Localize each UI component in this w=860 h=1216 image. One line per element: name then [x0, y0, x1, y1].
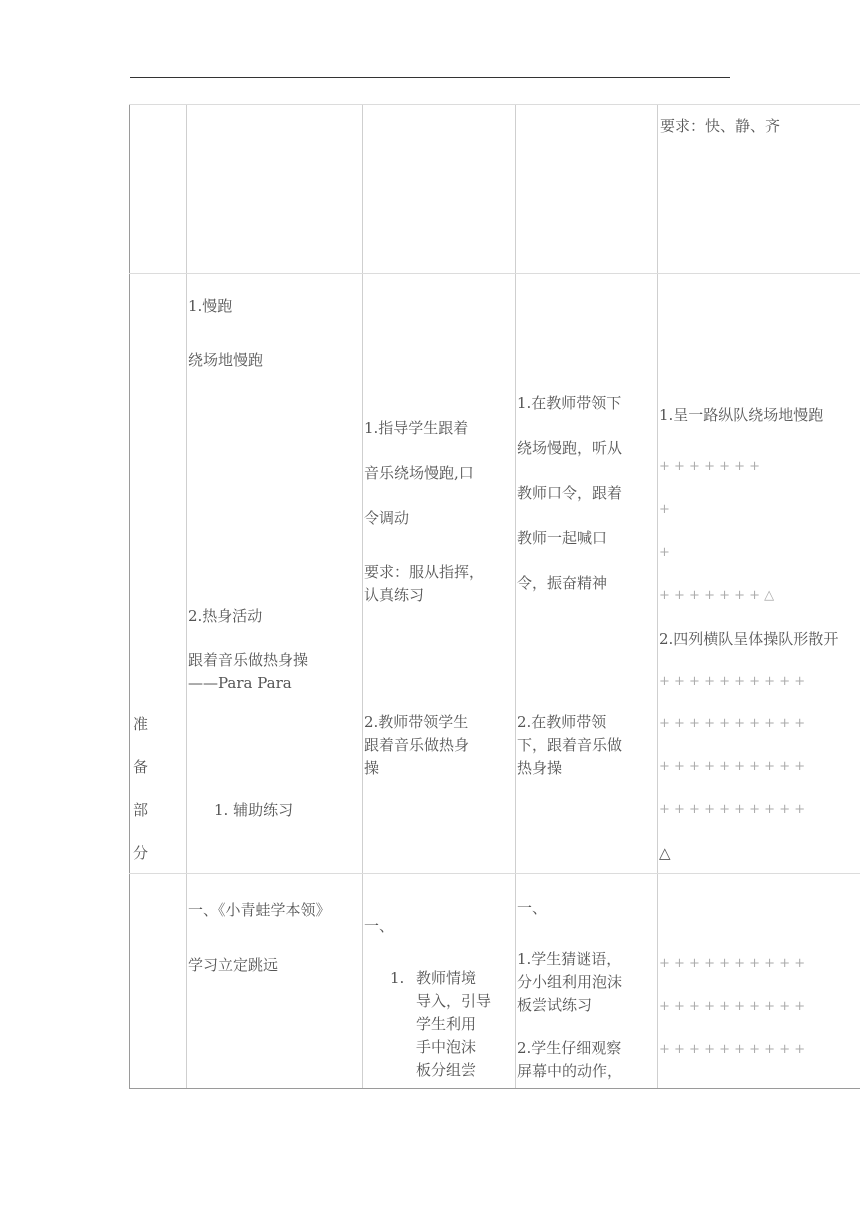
teacher-activity-line: 令调动 [364, 509, 410, 527]
student-activity-line: 屏幕中的动作， [517, 1062, 623, 1080]
content-unit-subtitle: 学习立定跳远 [188, 956, 279, 974]
column-divider [657, 104, 658, 1089]
formation-diagram-row: + + + + + + + + + + [659, 999, 806, 1014]
teacher-activity-line: 导入，引导 [416, 992, 492, 1010]
column-divider [515, 104, 516, 1089]
student-activity-line: 教师一起喊口 [517, 529, 608, 547]
formation-diagram-row: + + + + + + + + + + [659, 1042, 806, 1057]
teacher-activity-line: 手中泡沫 [416, 1038, 477, 1056]
content-aux-practice: 1. 辅助练习 [214, 801, 294, 819]
student-activity-line: 热身操 [517, 759, 563, 777]
content-unit-title: 一、《小青蛙学本领》 [188, 901, 331, 919]
student-activity-line: 教师口令，跟着 [517, 484, 623, 502]
row-divider [129, 104, 860, 105]
content-warmup-title: 2.热身活动 [188, 607, 263, 625]
teacher-position-marker: △ [659, 844, 671, 862]
teacher-list-number: 1. [390, 969, 405, 987]
organization-line: 2.四列横队呈体操队形散开 [659, 630, 839, 648]
formation-diagram-row: + [659, 502, 670, 517]
teacher-activity-line: 2.教师带领学生 [364, 713, 469, 731]
teacher-activity-line: 板分组尝 [416, 1061, 477, 1079]
teacher-activity-line: 操 [364, 759, 380, 777]
column-divider [362, 104, 363, 1089]
formation-diagram-row: + + + + + + + + + + [659, 802, 806, 817]
row-divider [129, 273, 860, 274]
teacher-requirement: 要求：服从指挥， [364, 563, 485, 581]
header-rule [130, 77, 730, 78]
formation-diagram-row: + + + + + + + [659, 459, 761, 474]
teacher-section-head: 一、 [364, 917, 395, 935]
teacher-activity-line: 1.指导学生跟着 [364, 419, 469, 437]
content-jog-title: 1.慢跑 [188, 297, 233, 315]
organization-requirement: 要求：快、静、齐 [660, 117, 781, 135]
row-divider [129, 873, 860, 874]
student-activity-line: 下，跟着音乐做 [517, 736, 623, 754]
student-section-head: 一、 [517, 899, 548, 917]
organization-line: 1.呈一路纵队绕场地慢跑 [659, 406, 824, 424]
formation-diagram-row: + + + + + + + + + + [659, 956, 806, 971]
student-activity-line: 板尝试练习 [517, 996, 593, 1014]
student-activity-line: 1.在教师带领下 [517, 394, 622, 412]
section-label-char: 部 [133, 801, 149, 819]
formation-diagram-row: + + + + + + + + + + [659, 759, 806, 774]
student-activity-line: 2.学生仔细观察 [517, 1039, 622, 1057]
content-warmup-desc: ——Para Para [188, 674, 292, 692]
student-activity-line: 令，振奋精神 [517, 574, 608, 592]
formation-diagram-row: + + + + + + + + + + [659, 716, 806, 731]
teacher-activity-line: 学生利用 [416, 1015, 477, 1033]
column-divider [186, 104, 187, 1089]
student-activity-line: 分小组利用泡沫 [517, 973, 623, 991]
table-border-left [129, 104, 130, 1089]
teacher-requirement: 认真练习 [364, 586, 425, 604]
teacher-activity-line: 音乐绕场慢跑,口 [364, 464, 474, 482]
section-label-char: 准 [133, 715, 149, 733]
content-jog-desc: 绕场地慢跑 [188, 351, 264, 369]
formation-diagram-row: + + + + + + + + + + [659, 674, 806, 689]
formation-diagram-row: + [659, 545, 670, 560]
student-activity-line: 1.学生猜谜语， [517, 950, 622, 968]
student-activity-line: 2.在教师带领 [517, 713, 607, 731]
content-warmup-desc: 跟着音乐做热身操 [188, 651, 309, 669]
teacher-activity-line: 教师情境 [416, 969, 477, 987]
section-label-char: 备 [133, 758, 149, 776]
section-label-char: 分 [133, 844, 149, 862]
student-activity-line: 绕场慢跑，听从 [517, 439, 623, 457]
table-border-bottom [129, 1088, 860, 1089]
formation-diagram-row: + + + + + + + △ [659, 588, 775, 603]
teacher-activity-line: 跟着音乐做热身 [364, 736, 470, 754]
